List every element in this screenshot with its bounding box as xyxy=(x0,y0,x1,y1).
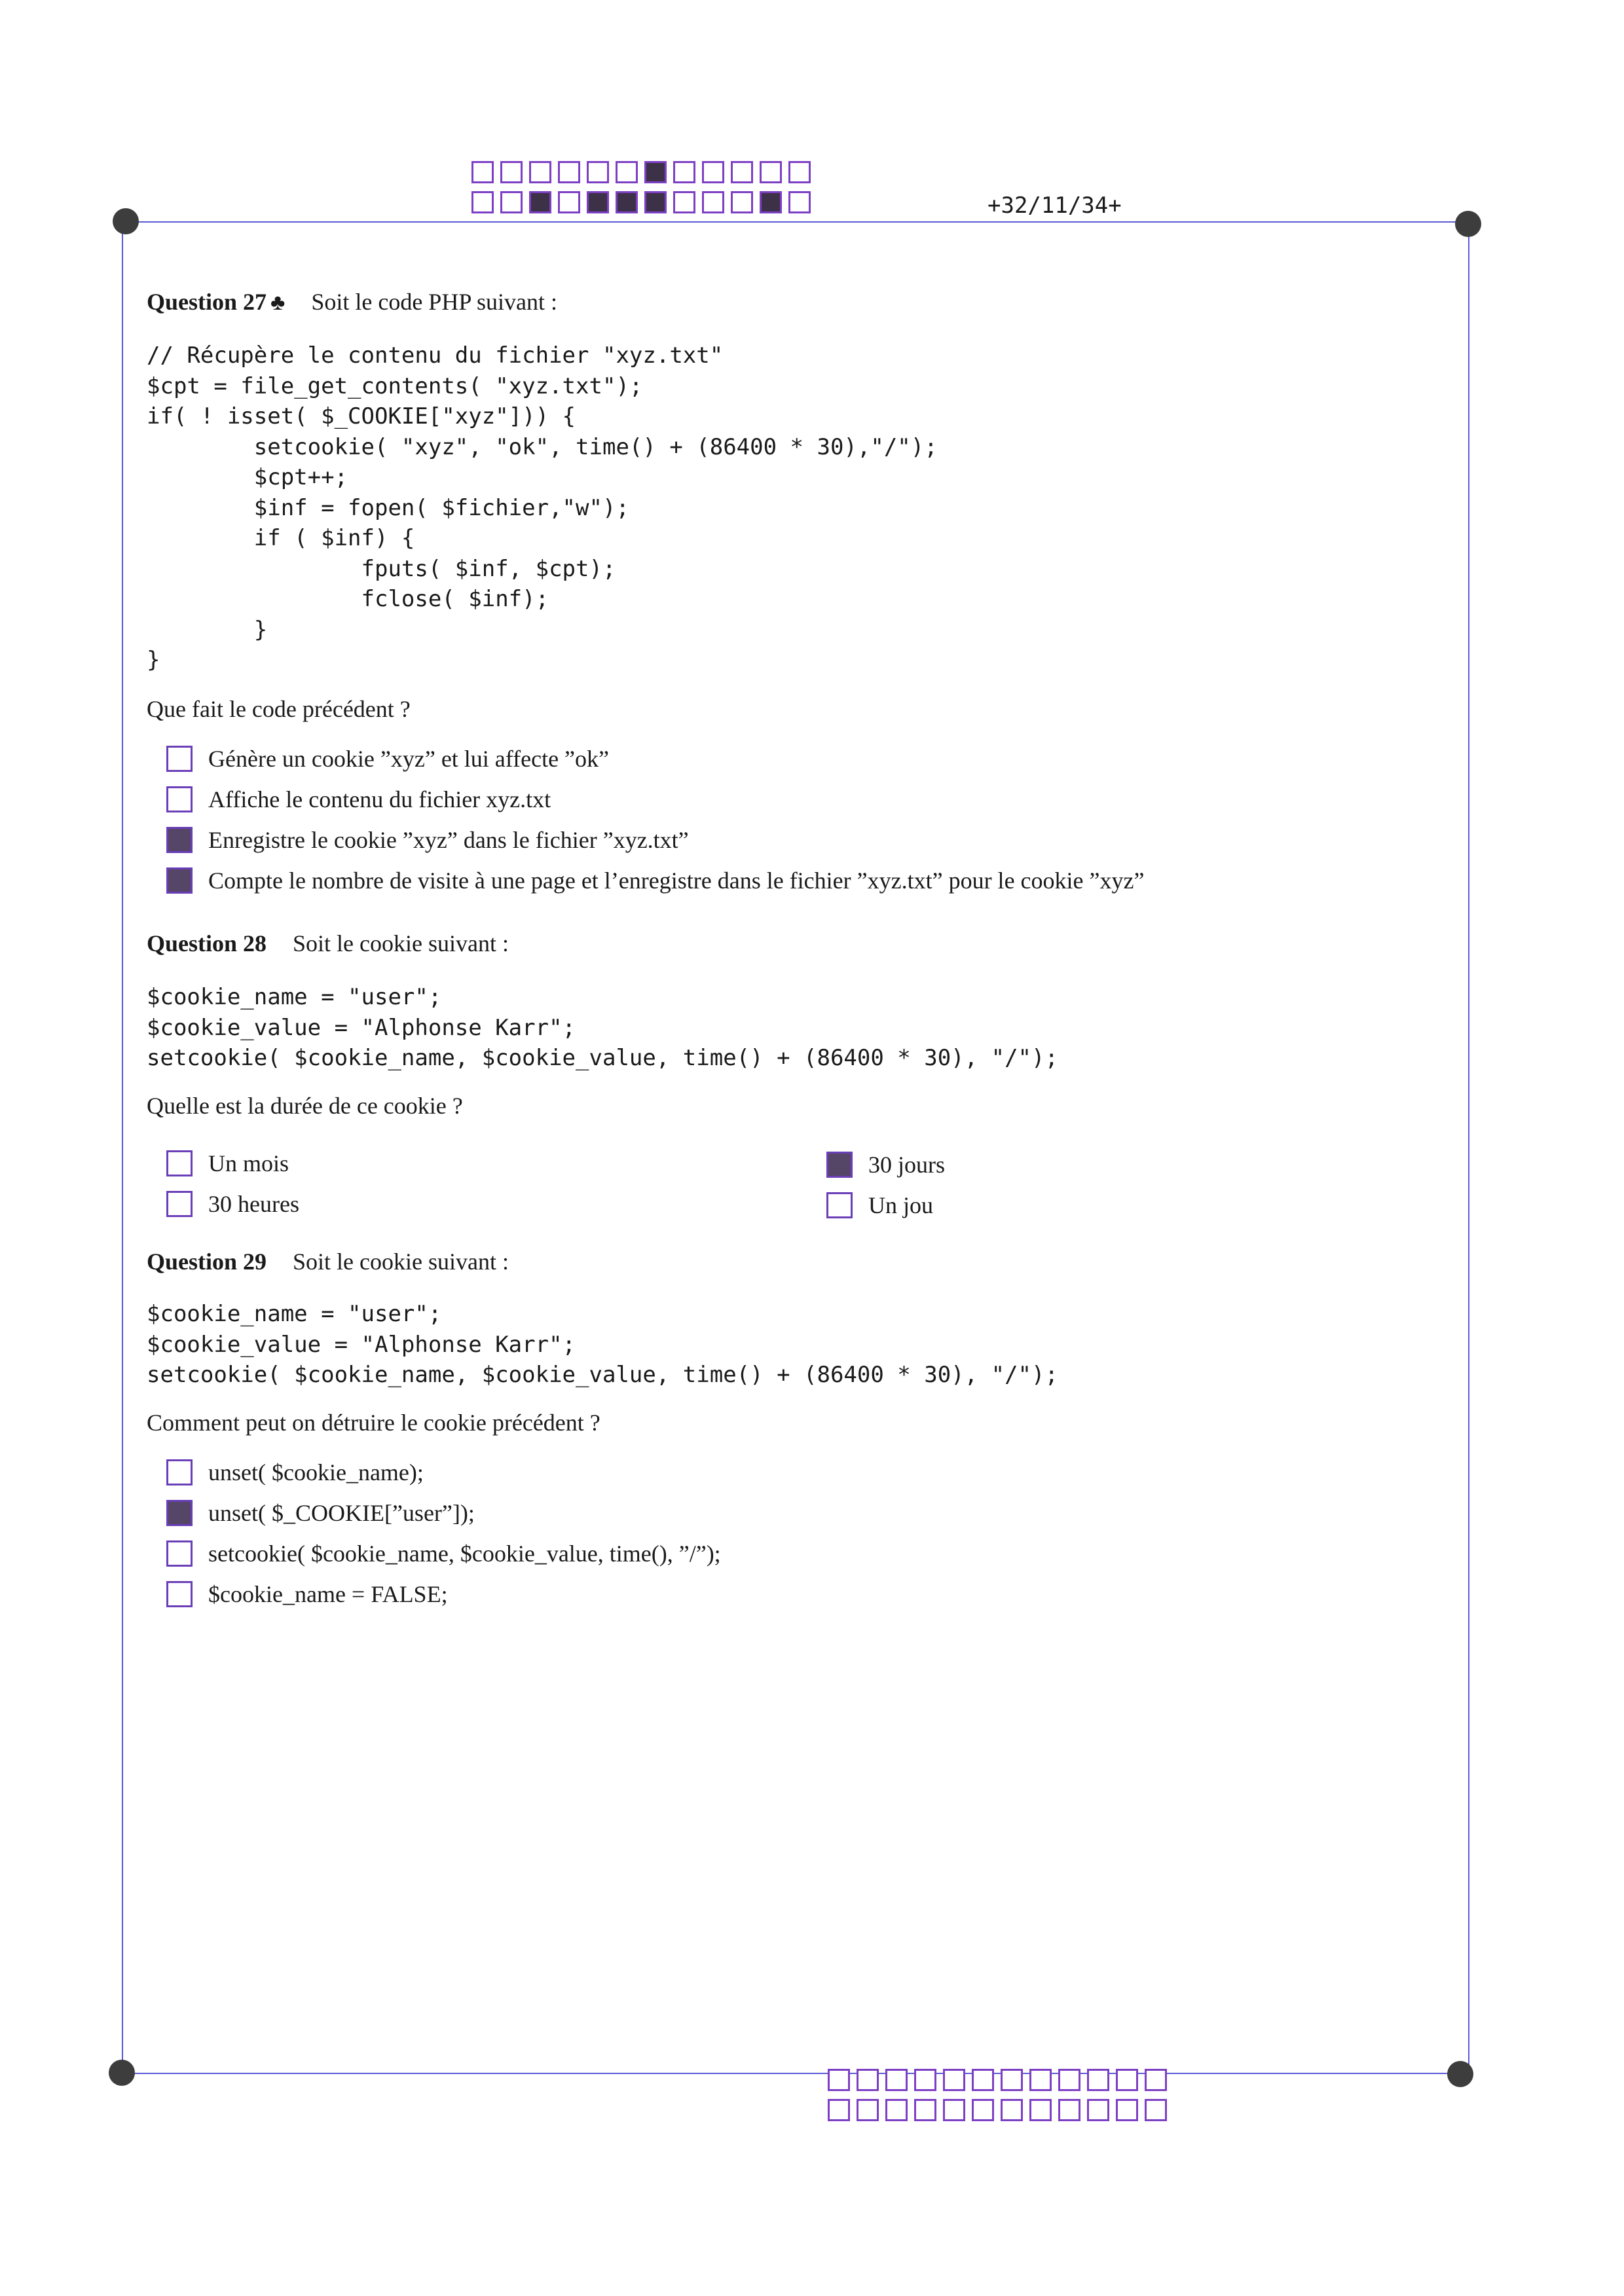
answer-option[interactable] xyxy=(826,1151,945,1178)
answer-checkbox[interactable] xyxy=(826,1152,853,1178)
id-grid-cell xyxy=(760,191,782,213)
id-grid-cell xyxy=(914,2099,936,2121)
id-grid-top-row-1 xyxy=(471,161,817,183)
page-code: +32/11/34+ xyxy=(987,192,1122,219)
id-grid-cell xyxy=(1001,2099,1023,2121)
answer-checkbox[interactable] xyxy=(166,867,193,894)
id-grid-cell xyxy=(587,191,609,213)
answer-checkbox[interactable] xyxy=(166,746,193,772)
id-grid-top-row-2 xyxy=(471,191,817,213)
corner-marker-bottom-left xyxy=(109,2060,135,2086)
answer-label: Un jou xyxy=(868,1192,933,1218)
question-28-code: $cookie_name = "user"; $cookie_value = "Alphonse Karr"; setcookie( $cookie_name, $cookie_value, time() + (86400 * 30), "/"); xyxy=(147,984,1058,1071)
answer-label: setcookie( $cookie_name, $cookie_value, time(), ”/”); xyxy=(208,1540,721,1567)
id-grid-cell xyxy=(828,2069,850,2091)
id-grid-cell xyxy=(644,161,667,183)
answer-label: 30 heures xyxy=(208,1191,299,1217)
id-grid-cell xyxy=(673,161,695,183)
answer-label: $cookie_name = FALSE; xyxy=(208,1581,448,1607)
answer-label: Compte le nombre de visite à une page et l’enregistre dans le fichier ”xyz.txt” pour le cookie ”xyz” xyxy=(208,867,1145,894)
answer-label: 30 jours xyxy=(868,1152,945,1178)
id-grid-cell xyxy=(529,191,551,213)
corner-marker-top-right xyxy=(1455,211,1481,237)
id-grid-cell xyxy=(857,2069,879,2091)
question-27-header xyxy=(147,288,557,316)
id-grid-cell xyxy=(558,191,580,213)
answer-option[interactable] xyxy=(166,786,551,813)
id-grid-cell xyxy=(1145,2099,1167,2121)
answer-label: Enregistre le cookie ”xyz” dans le fichier ”xyz.txt” xyxy=(208,827,689,853)
id-grid-cell xyxy=(1145,2069,1167,2091)
answer-option[interactable] xyxy=(166,1150,289,1177)
frame-left-line xyxy=(122,223,123,2073)
id-grid-cell xyxy=(529,161,551,183)
answer-checkbox[interactable] xyxy=(166,1500,193,1526)
answer-checkbox[interactable] xyxy=(166,1581,193,1607)
id-grid-cell xyxy=(943,2069,965,2091)
corner-marker-top-left xyxy=(113,208,139,234)
question-28-prompt: Quelle est la durée de ce cookie ? xyxy=(147,1093,463,1119)
id-grid-cell xyxy=(644,191,667,213)
answer-option[interactable] xyxy=(166,1190,299,1218)
id-grid-cell xyxy=(471,191,494,213)
answer-checkbox[interactable] xyxy=(166,786,193,812)
answer-option[interactable] xyxy=(166,1459,424,1486)
question-27-code: // Récupère le contenu du fichier "xyz.txt" $cpt = file_get_contents( "xyz.txt"); if( ! isset( $_COOKIE["xyz"])) { setcookie( "xyz", "ok", time() + (86400 * 30),"/"); $cpt++; $inf = fopen( $fichier,"w"); if ( $inf) { fputs( $inf, $cpt); fclose( $inf); } } xyxy=(147,342,938,673)
question-title: Question 29 xyxy=(147,1248,267,1275)
id-grid-cell xyxy=(914,2069,936,2091)
id-grid-cell xyxy=(673,191,695,213)
id-grid-cell xyxy=(760,161,782,183)
id-grid-cell xyxy=(885,2099,908,2121)
question-27-prompt: Que fait le code précédent ? xyxy=(147,696,411,722)
id-grid-bottom-row-1 xyxy=(828,2069,1173,2091)
id-grid-cell xyxy=(972,2099,994,2121)
id-grid-cell xyxy=(702,191,724,213)
answer-label: Un mois xyxy=(208,1150,289,1176)
id-grid-cell xyxy=(587,161,609,183)
question-29-code: $cookie_name = "user"; $cookie_value = "Alphonse Karr"; setcookie( $cookie_name, $cookie_value, time() + (86400 * 30), "/"); xyxy=(147,1301,1058,1388)
id-grid-cell xyxy=(943,2099,965,2121)
id-grid-cell xyxy=(1058,2069,1080,2091)
answer-option[interactable] xyxy=(166,745,609,773)
answer-checkbox[interactable] xyxy=(166,1540,193,1567)
id-grid-cell xyxy=(1087,2069,1109,2091)
id-grid-cell xyxy=(702,161,724,183)
frame-top-line xyxy=(126,221,1476,223)
id-grid-cell xyxy=(1058,2099,1080,2121)
answer-option[interactable] xyxy=(826,1192,933,1219)
id-grid-cell xyxy=(1029,2099,1052,2121)
answer-checkbox[interactable] xyxy=(166,1459,193,1485)
frame-right-line xyxy=(1468,224,1469,2073)
question-text: Soit le cookie suivant : xyxy=(293,930,509,957)
id-grid-cell xyxy=(616,161,638,183)
question-title: Question 27 xyxy=(147,289,267,315)
id-grid-cell xyxy=(1029,2069,1052,2091)
id-grid-cell xyxy=(558,161,580,183)
id-grid-cell xyxy=(1116,2069,1138,2091)
id-grid-cell xyxy=(731,161,753,183)
question-29-prompt: Comment peut on détruire le cookie précédent ? xyxy=(147,1410,600,1436)
id-grid-cell xyxy=(788,191,811,213)
id-grid-cell xyxy=(788,161,811,183)
id-grid-cell xyxy=(972,2069,994,2091)
id-grid-bottom-row-2 xyxy=(828,2099,1173,2121)
answer-option[interactable] xyxy=(166,867,1144,894)
answer-checkbox[interactable] xyxy=(166,1191,193,1217)
id-grid-cell xyxy=(1087,2099,1109,2121)
answer-label: Affiche le contenu du fichier xyz.txt xyxy=(208,786,551,812)
club-icon: ♣ xyxy=(270,291,286,315)
answer-checkbox[interactable] xyxy=(166,1150,193,1176)
answer-label: Génère un cookie ”xyz” et lui affecte ”ok” xyxy=(208,746,609,772)
question-29-header xyxy=(147,1248,509,1275)
id-grid-cell xyxy=(1116,2099,1138,2121)
answer-option[interactable] xyxy=(166,1580,448,1608)
id-grid-cell xyxy=(828,2099,850,2121)
id-grid-cell xyxy=(500,161,523,183)
id-grid-cell xyxy=(1001,2069,1023,2091)
answer-option[interactable] xyxy=(166,1499,475,1527)
question-text: Soit le code PHP suivant : xyxy=(311,289,558,315)
answer-option[interactable] xyxy=(166,1540,721,1567)
frame-bottom-line xyxy=(124,2073,1473,2074)
id-grid-cell xyxy=(731,191,753,213)
id-grid-cell xyxy=(857,2099,879,2121)
answer-checkbox[interactable] xyxy=(826,1192,853,1218)
corner-marker-bottom-right xyxy=(1447,2061,1473,2087)
id-grid-cell xyxy=(500,191,523,213)
question-text: Soit le cookie suivant : xyxy=(293,1248,509,1275)
answer-checkbox[interactable] xyxy=(166,827,193,853)
question-28-header xyxy=(147,930,509,957)
id-grid-cell xyxy=(616,191,638,213)
answer-option[interactable] xyxy=(166,826,689,854)
question-title: Question 28 xyxy=(147,930,267,957)
id-grid-cell xyxy=(885,2069,908,2091)
answer-label: unset( $cookie_name); xyxy=(208,1459,424,1485)
id-grid-cell xyxy=(471,161,494,183)
answer-label: unset( $_COOKIE[”user”]); xyxy=(208,1500,475,1526)
